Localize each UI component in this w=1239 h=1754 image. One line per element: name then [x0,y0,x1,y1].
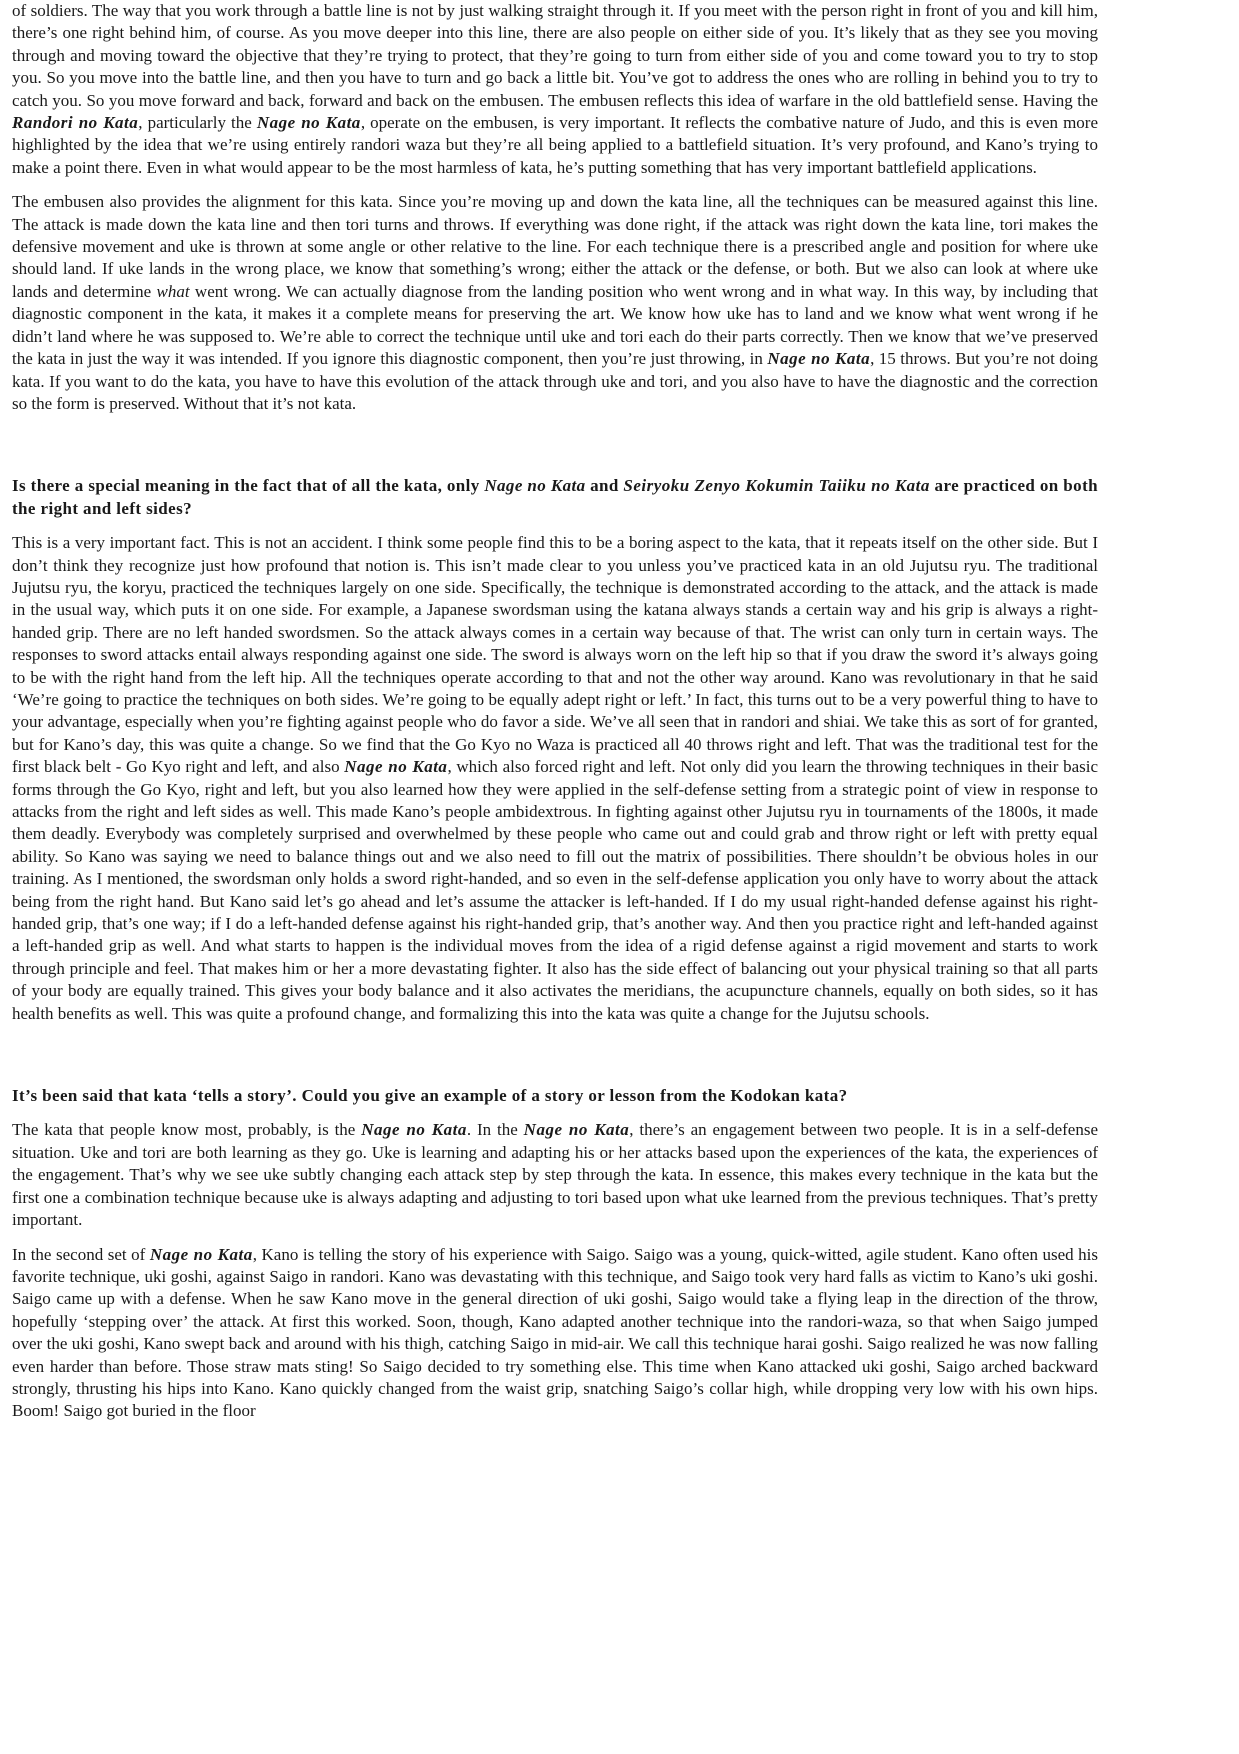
text-run: Is there a special meaning in the fact that of all the kata, only [12,476,485,496]
text-run: , which also forced right and left. Not only did you learn the throwing techniques in their basic forms through the Go Kyo, right and left, but you also learned how they were applied in the self-defense setting from a strategic point of view in response to attacks from the right and left sides as well. This made Kano’s people ambidextrous. In fighting against other Jujutsu ryu in tournaments of the 1800s, it made them deadly. Everybody was completely surprised and overwhelmed by these people who came out and could grab and throw right or left with pretty equal ability. So Kano was saying we need to balance things out and we also need to fill out the matrix of possibilities. There shouldn’t be obvious holes in our training. As I mentioned, the swordsman only holds a sword right-handed, and so even in the self-defense application you only have to worry about the attack being from the right hand. But Kano said let’s go ahead and let’s assume the attacker is left-handed. If I do my usual right-handed defense against his right-handed grip, that’s one way; if I do a left-handed defense against his right-handed grip, that’s another way. And then you practice right and left-handed against a left-handed grip as well. And what starts to happen is the individual moves from the idea of a rigid defense against a rigid movement and starts to work through principle and feel. That makes him or her a more devastating fighter. It also has the side effect of balancing out your physical training so that all parts of your body are equally trained. This gives your body balance and it also activates the meridians, the acupuncture channels, equally on both sides, so it has health benefits as well. This was quite a profound change, and formalizing this into the kata was quite a change for the Jujutsu schools. [12,757,1099,1023]
text-run: and [585,476,624,496]
spacer [12,1232,1098,1244]
text-run: , 15 throws. But you’re not doing kata. If you want to do the kata, you have to have this evolution of the attack through uke and tori, and you also have to have the diagnostic and the correction so the form is preserved. Without that it’s not kata. [12,349,1098,413]
spacer [12,1107,1098,1119]
emphasis-text: Nage no Kata [767,349,871,369]
text-run: , there’s an engagement between two people. It is in a self-defense situation. Uke and tori are both learning as they go. Uke is learning and adapting his or her attacks based upon the experiences of the kata, the experiences of the engagement. That’s why we see uke subtly changing each attack step by step through the kata. In essence, this makes every technique in the kata but the first one a combination technique because uke is always adapting and adjusting to tori based upon what uke learned from the previous techniques. That’s pretty important. [12,1120,1098,1230]
text-run: of soldiers. The way that you work through a battle line is not by just walking straight through it. If you meet with the person right in front of you and kill him, there’s one right behind him, of course. As you move deeper into this line, there are also people on either side of you. It’s likely that as they see you moving through and moving toward the objective that they’re trying to protect, that they’re going to turn from either side of you and come toward you to try to stop you. So you move into the battle line, and then you have to turn and go back a little bit. You’ve got to address the ones who are rolling in behind you to try to catch you. So you move forward and back, forward and back on the embusen. The embusen reflects this idea of warfare in the old battlefield sense. Having the [12,1,1098,110]
spacer [12,415,1098,475]
body-paragraph-5 [12,1244,1098,1423]
body-paragraph-4 [12,1119,1098,1231]
text-run: , Kano is telling the story of his experience with Saigo. Saigo was a young, quick-witted, agile student. Kano often used his favorite technique, uki goshi, against Saigo in randori. Kano was devastating with this technique, and Saigo took very hard falls as victim to Kano’s uki goshi. Saigo came up with a defense. When he saw Kano move in the general direction of uki goshi, Saigo would take a flying leap in the direction of the throw, hopefully ‘stepping over’ the attack. At first this worked. Soon, though, Kano adapted another technique into the randori-waza, so that when Saigo jumped over the uki goshi, Kano swept back and around with his thigh, catching Saigo in mid-air. We call this technique harai goshi. Saigo realized he was now falling even harder than before. Those straw mats sting! So Saigo decided to try something else. This time when Kano attacked uki goshi, Saigo arched backward strongly, thrusting his hips into Kano. Kano quickly changed from the waist grip, snatching Saigo’s collar high, while dropping very low with his own hips. Boom! Saigo got buried in the floor [12,1244,1099,1421]
text-run: The embusen also provides the alignment for this kata. Since you’re moving up and down the kata line, all the techniques can be measured against this line. The attack is made down the kata line and then tori turns and throws. If everything was done right, if the attack was right down the kata line, tori makes the defensive movement and uke is thrown at some angle or other relative to the line. For each technique there is a prescribed angle and position for where uke should land. If uke lands in the wrong place, we know that something’s wrong; either the attack or the defense, or both. But we also can look at where uke lands and determine [12,192,1098,301]
text-run: This is a very important fact. This is not an accident. I think some people find this to be a boring aspect to the kata, that it repeats itself on the other side. But I don’t think they recognize just how profound that notion is. This isn’t made clear to you unless you’ve practiced kata in an old Jujutsu ryu. The traditional Jujutsu ryu, the koryu, practiced the techniques largely on one side. Specifically, the technique is demonstrated according to the attack, and the attack is made in the usual way, which puts it on one side. For example, a Japanese swordsman using the katana always stands a certain way and his grip is always a right-handed grip. There are no left handed swordsmen. So the attack always comes in a certain way because of that. The wrist can only turn in certain ways. The responses to sword attacks entail always responding against one side. The sword is always worn on the left hip so that if you draw the sword it’s always going to be with the right hand from the left hip. All the techniques operate according to that and not the other way around. Kano was revolutionary in that he said ‘We’re going to practice the techniques on both sides. We’re going to be equally adept right or left.’ In fact, this turns out to be a very powerful thing to have to your advantage, especially when you’re fighting against people who do favor a side. We’ve all seen that in randori and shiai. We take this as sort of for granted, but for Kano’s day, this was quite a change. So we find that the Go Kyo no Waza is practiced all 40 throws right and left. That was the traditional test for the first black belt - Go Kyo right and left, and also [12,533,1098,777]
text-run: , operate on the embusen, is very important. It reflects the combative nature of Judo, and this is even more highlighted by the idea that we’re using entirely randori waza but they’re all being applied to a battlefield situation. It’s very profound, and Kano’s trying to make a point there. Even in what would appear to be the most harmless of kata, he’s putting something that has very important battlefield applications. [12,113,1099,177]
text-run: It’s been said that kata ‘tells a story’. Could you give an example of a story or lesson from the Kodokan kata? [12,1086,848,1106]
spacer [12,1025,1098,1085]
emphasis-text: Randori no Kata [12,113,139,133]
text-run: , particularly the [138,113,257,133]
emphasis-text: Nage no Kata [523,1120,630,1140]
text-run: In the second set of [12,1244,150,1264]
emphasis-text: Nage no Kata [256,113,361,133]
question-heading-1 [12,475,1098,520]
spacer [12,520,1098,532]
emphasis-text: Seiryoku Zenyo Kokumin Taiiku no Kata [623,476,930,496]
emphasis-text: Nage no Kata [361,1120,467,1140]
emphasis-text: what [156,281,190,301]
emphasis-text: Nage no Kata [344,757,448,777]
body-paragraph-3 [12,532,1098,1025]
body-paragraph-1 [12,0,1098,179]
emphasis-text: Nage no Kata [149,1244,253,1264]
body-paragraph-2 [12,191,1098,415]
emphasis-text: Nage no Kata [484,476,586,496]
text-run: went wrong. We can actually diagnose from the landing position who went wrong and in what way. In this way, by including that diagnostic component in the kata, it makes it a complete means for preserving the art. We know how uke has to land and we know what went wrong if he didn’t land where he was supposed to. We’re able to correct the technique until uke and tori each do their parts correctly. Then we know that we’ve preserved the kata in just the way it was intended. If you ignore this diagnostic component, then you’re just throwing, in [12,281,1098,369]
text-run: are practiced on both the right and left sides? [12,476,1098,518]
text-run: . In the [466,1120,524,1140]
spacer [12,179,1098,191]
question-heading-2 [12,1085,1098,1107]
text-run: The kata that people know most, probably, is the [12,1120,362,1140]
